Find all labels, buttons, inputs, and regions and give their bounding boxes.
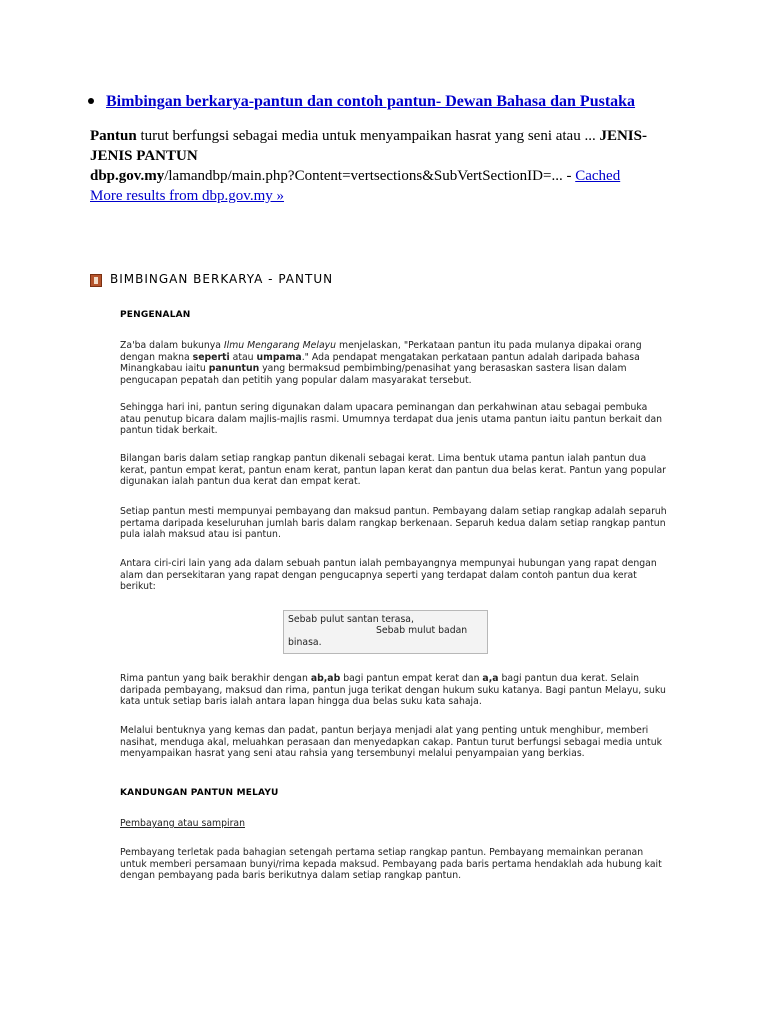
pantun-line-3: binasa. (288, 637, 322, 648)
snippet-text: turut berfungsi sebagai media untuk menyampaikan hasrat yang seni atau ... (136, 128, 600, 144)
p6-text-c: bagi pantun dua kerat. Selain daripada pembayang, maksud dan rima, pantun juga terikat dengan hukum suku katanya. Bagi pantun Melayu, suku kata untuk setiap baris ialah antara lapan hingga dua belas suku kata sahaja. (120, 673, 666, 708)
paragraph-7: Melalui bentuknya yang kemas dan padat, pantun berjaya menjadi alat yang penting untuk menghibur, memberi nasihat, menduga akal, meluahkan perasaan dan menyedapkan cakap. Pantun turut berfungsi sebagai media untuk menyampaikan hasrat yang seni atau rahsia yang tersembunyi melalui penyampaian yang berkias. (120, 725, 662, 760)
more-results-link[interactable]: More results from dbp.gov.my » (90, 188, 285, 204)
p1-text-c: atau (229, 351, 257, 363)
book-title: Ilmu Mengarang Melayu (223, 340, 337, 351)
p1-text-d: ." Ada pendapat mengatakan perkataan pantun adalah daripada bahasa Minangkabau iaitu (120, 351, 640, 375)
result-path: /lamandbp/main.php?Content=vertsections&SubVertSectionID=... - (164, 168, 576, 184)
cached-link[interactable]: Cached (575, 168, 621, 184)
result-url (90, 166, 620, 186)
article-title: BIMBINGAN BERKARYA - PANTUN (110, 272, 334, 286)
p1-text-b: menjelaskan, "Perkataan pantun itu pada mulanya dipakai orang dengan makna (120, 340, 642, 363)
paragraph-1 (120, 340, 668, 386)
paragraph-6 (120, 673, 668, 708)
result-domain: dbp.gov.my (90, 168, 165, 184)
rhyme-aa: a,a (482, 673, 499, 684)
snippet-keyword-2: JENIS-JENIS PANTUN (90, 128, 647, 164)
pantun-line-1: Sebab pulut santan terasa, (288, 614, 414, 625)
book-icon (90, 274, 102, 287)
result-title-link[interactable]: Bimbingan berkarya-pantun dan contoh pantun- Dewan Bahasa dan Pustaka (106, 93, 636, 110)
bullet-icon (88, 98, 94, 104)
term-umpama: umpama (256, 351, 302, 363)
pantun-line-2: Sebab mulut badan (376, 625, 468, 636)
term-seperti: seperti (192, 351, 230, 363)
pantun-example-box (283, 610, 488, 654)
snippet-keyword: Pantun (90, 128, 137, 144)
subsection-pembayang: Pembayang atau sampiran (120, 818, 245, 829)
term-panuntun: panuntun (208, 363, 260, 375)
paragraph-8: Pembayang terletak pada bahagian setengah pertama setiap rangkap pantun. Pembayang memainkan peranan untuk memberi persamaan bunyi/rima kepada maksud. Pembayang pada baris pertama hendaklah ada hubung kait dengan pembayang pada baris berikutnya dalam setiap rangkap pantun. (120, 847, 662, 882)
p1-text-a: Za'ba dalam bukunya (120, 340, 224, 351)
more-results (90, 186, 284, 206)
p6-text-b: bagi pantun empat kerat dan (340, 673, 483, 684)
result-snippet (90, 126, 680, 166)
paragraph-3: Bilangan baris dalam setiap rangkap pantun dikenali sebagai kerat. Lima bentuk utama pantun ialah pantun dua kerat, pantun empat kerat, pantun enam kerat, pantun lapan kerat dan pantun dua belas kerat. Pantun yang popular digunakan ialah pantun dua kerat dan empat kerat. (120, 453, 666, 488)
p6-text-a: Rima pantun yang baik berakhir dengan (120, 673, 311, 684)
rhyme-abab: ab,ab (310, 673, 341, 684)
section-title-pengenalan: PENGENALAN (120, 310, 191, 320)
section-title-kandungan: KANDUNGAN PANTUN MELAYU (120, 788, 279, 798)
p1-text-e: yang bermaksud pembimbing/penasihat yang berasaskan sastera lisan dalam pengucapan pepatah dan petitih yang popular dalam masyarakat tersebut. (120, 363, 627, 386)
paragraph-5: Antara ciri-ciri lain yang ada dalam sebuah pantun ialah pembayangnya mempunyai hubungan yang rapat dengan alam dan persekitaran yang rapat dengan pengucapnya seperti yang terdapat dalam contoh pantun dua kerat berikut: (120, 558, 657, 593)
paragraph-4: Setiap pantun mesti mempunyai pembayang dan maksud pantun. Pembayang dalam setiap rangkap adalah separuh pertama daripada keseluruhan jumlah baris dalam rangkap berkenaan. Separuh kedua dalam setiap rangkap pantun pula ialah maksud atau isi pantun. (120, 506, 667, 541)
paragraph-2: Sehingga hari ini, pantun sering digunakan dalam upacara peminangan dan perkahwinan atau sebagai pembuka atau penutup bicara dalam majlis-majlis rasmi. Umumnya terdapat dua jenis utama pantun iaitu pantun berkait dan pantun tidak berkait. (120, 402, 663, 437)
